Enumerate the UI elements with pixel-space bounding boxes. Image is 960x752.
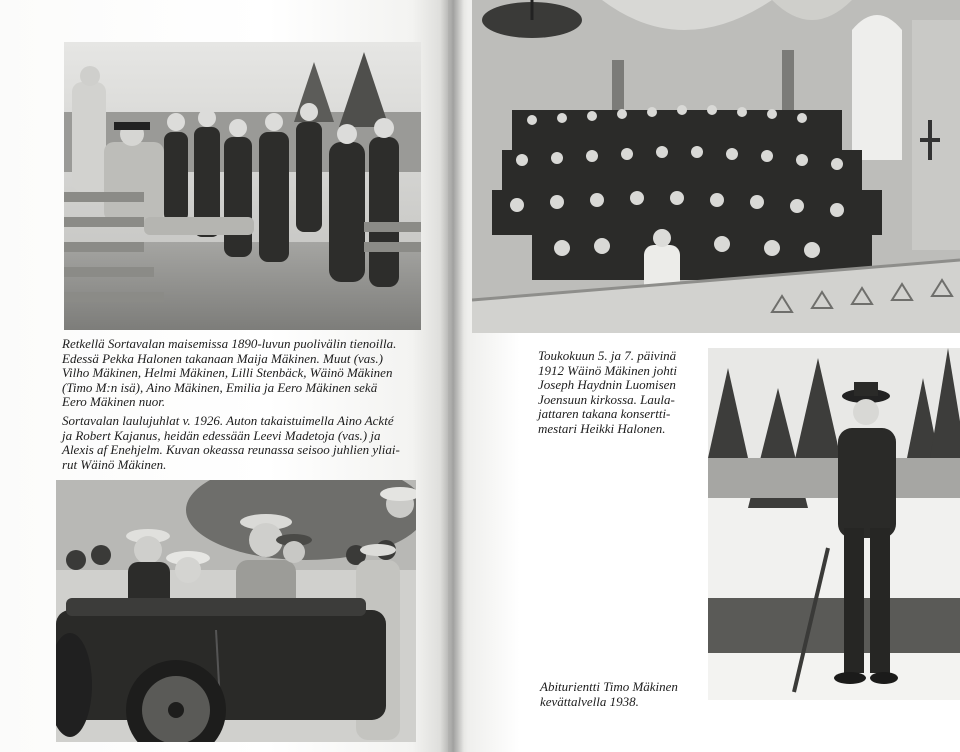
caption-song-festival (62, 414, 442, 472)
caption-line: 1912 Wäinö Mäkinen johti (538, 362, 678, 378)
caption-line: mestari Heikki Halonen. (538, 420, 666, 436)
caption-line: kevättalvella 1938. (540, 693, 639, 709)
caption-line: Vilho Mäkinen, Helmi Mäkinen, Lilli Stenbäck, Wäinö Mäkinen (62, 365, 393, 380)
caption-line: Abiturientti Timo Mäkinen (540, 679, 678, 694)
caption-concert (538, 349, 703, 436)
caption-outing (62, 337, 442, 410)
photo-church-concert (472, 0, 960, 333)
caption-line: rut Wäinö Mäkinen. (62, 456, 167, 472)
caption-line: Toukokuun 5. ja 7. päivinä (538, 348, 677, 363)
photo-outing-group (64, 42, 421, 330)
caption-line: (Timo M:n isä), Aino Mäkinen, Emilia ja Eero Mäkinen sekä (62, 379, 378, 395)
caption-line: Joseph Haydnin Luomisen (538, 377, 676, 392)
caption-line: ja Robert Kajanus, heidän edessään Leevi Madetoja (vas.) ja (62, 427, 381, 443)
photo-winter-portrait (708, 348, 960, 700)
caption-line: Sortavalan laulujuhlat v. 1926. Auton takaistuimella Aino Ackté (62, 413, 394, 428)
caption-line: jattaren takana konsertti- (538, 406, 671, 421)
photo-car-festival (56, 480, 416, 742)
caption-line: Eero Mäkinen nuor. (62, 394, 166, 409)
caption-line: Joensuun kirkossa. Laula- (538, 391, 675, 407)
caption-winter-portrait (540, 680, 710, 709)
caption-line: Retkellä Sortavalan maisemissa 1890-luvun puolivälin tienoilla. (62, 336, 397, 351)
caption-line: Alexis af Enehjelm. Kuvan okeassa reunassa seisoo juhlien yliai- (62, 442, 400, 457)
book-gutter (440, 0, 464, 752)
caption-line: Edessä Pekka Halonen takanaan Maija Mäkinen. Muut (vas.) (62, 350, 383, 366)
